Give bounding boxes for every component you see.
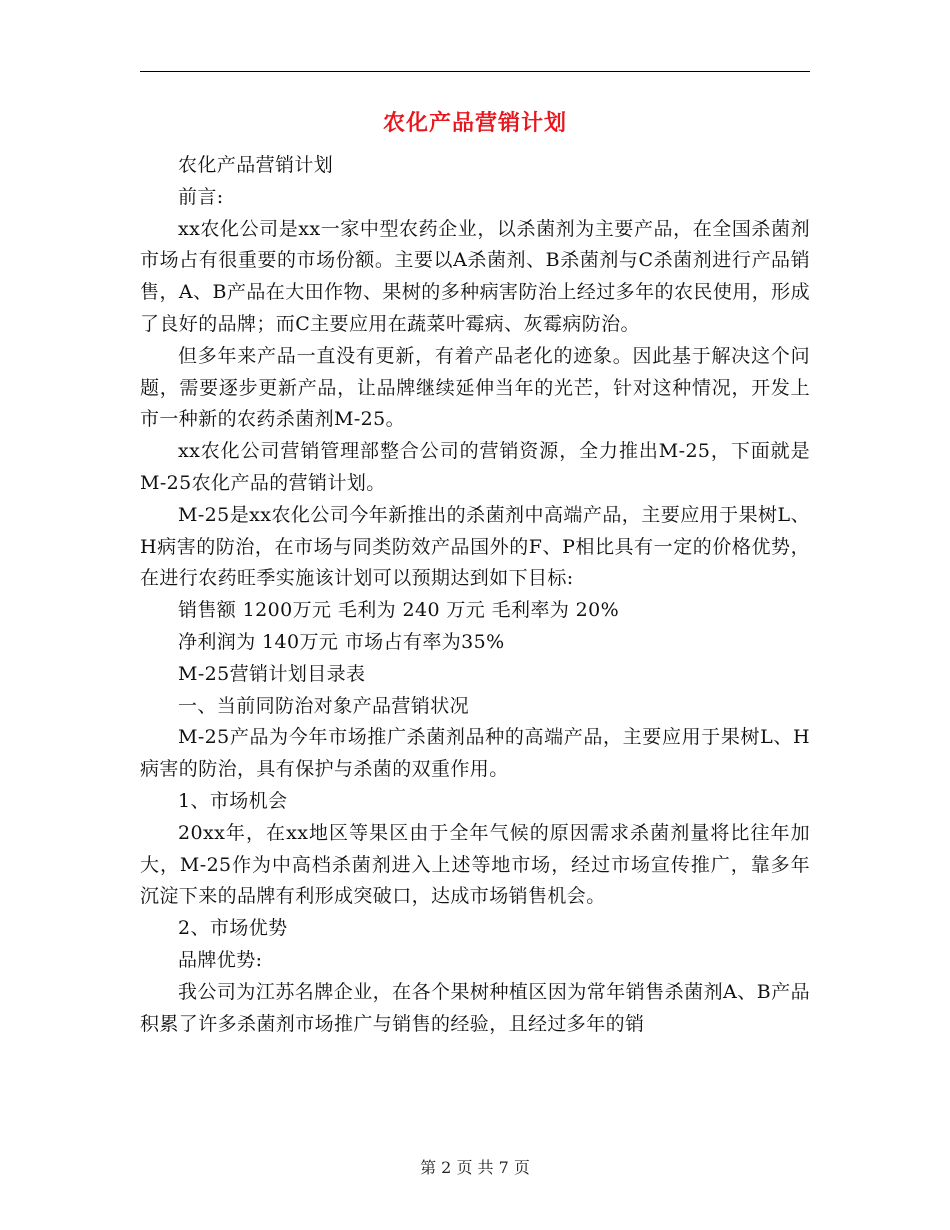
document-title: 农化产品营销计划: [382, 111, 567, 136]
paragraph: 前言:: [178, 185, 224, 208]
subsection-heading: 2、市场优势: [178, 917, 288, 940]
paragraph: M-25产品为今年市场推广杀菌剂品种的高端产品，主要应用于果树L、H病害的防治，具有保护与杀菌的双重作用。: [140, 726, 810, 781]
paragraph: 但多年来产品一直没有更新，有着产品老化的迹象。因此基于解决这个问题，需要逐步更新产品，让品牌继续延伸当年的光芒，针对这种情况，开发上市一种新的农药杀菌剂M-25。: [140, 344, 810, 431]
paragraph: M-25营销计划目录表: [178, 662, 366, 685]
paragraph: 销售额 1200万元 毛利为 240 万元 毛利率为 20%: [178, 599, 620, 622]
section-heading: 一、当前同防治对象产品营销状况: [178, 694, 470, 717]
header-rule: [140, 71, 810, 72]
paragraph: 净利润为 140万元 市场占有率为35%: [178, 630, 505, 653]
paragraph: M-25是xx农化公司今年新推出的杀菌剂中高端产品，主要应用于果树L、H病害的防治，在市场与同类防效产品国外的F、P相比具有一定的价格优势，在进行农药旺季实施该计划可以预期达到如下目标:: [140, 503, 810, 590]
paragraph: xx农化公司营销管理部整合公司的营销资源，全力推出M-25，下面就是M-25农化产品的营销计划。: [140, 440, 810, 494]
page-number: 第 2 页 共 7 页: [420, 1158, 530, 1177]
subsection-heading: 1、市场机会: [178, 789, 288, 812]
paragraph: 品牌优势:: [178, 948, 263, 971]
document-body: [140, 150, 810, 1040]
paragraph: 我公司为江苏名牌企业，在各个果树种植区因为常年销售杀菌剂A、B产品积累了许多杀菌剂市场推广与销售的经验，且经过多年的销: [140, 980, 810, 1035]
paragraph: xx农化公司是xx一家中型农药企业，以杀菌剂为主要产品，在全国杀菌剂市场占有很重要的市场份额。主要以A杀菌剂、B杀菌剂与C杀菌剂进行产品销售，A、B产品在大田作物、果树的多种病害防治上经过多年的农民使用，形成了良好的品牌；而C主要应用在蔬菜叶霉病、灰霉病防治。: [140, 217, 810, 335]
paragraph: 20xx年，在xx地区等果区由于全年气候的原因需求杀菌剂量将比往年加大，M-25作为中高档杀菌剂进入上述等地市场，经过市场宣传推广，靠多年沉淀下来的品牌有利形成突破口，达成市场销售机会。: [140, 821, 810, 908]
paragraph: 农化产品营销计划: [178, 154, 334, 176]
